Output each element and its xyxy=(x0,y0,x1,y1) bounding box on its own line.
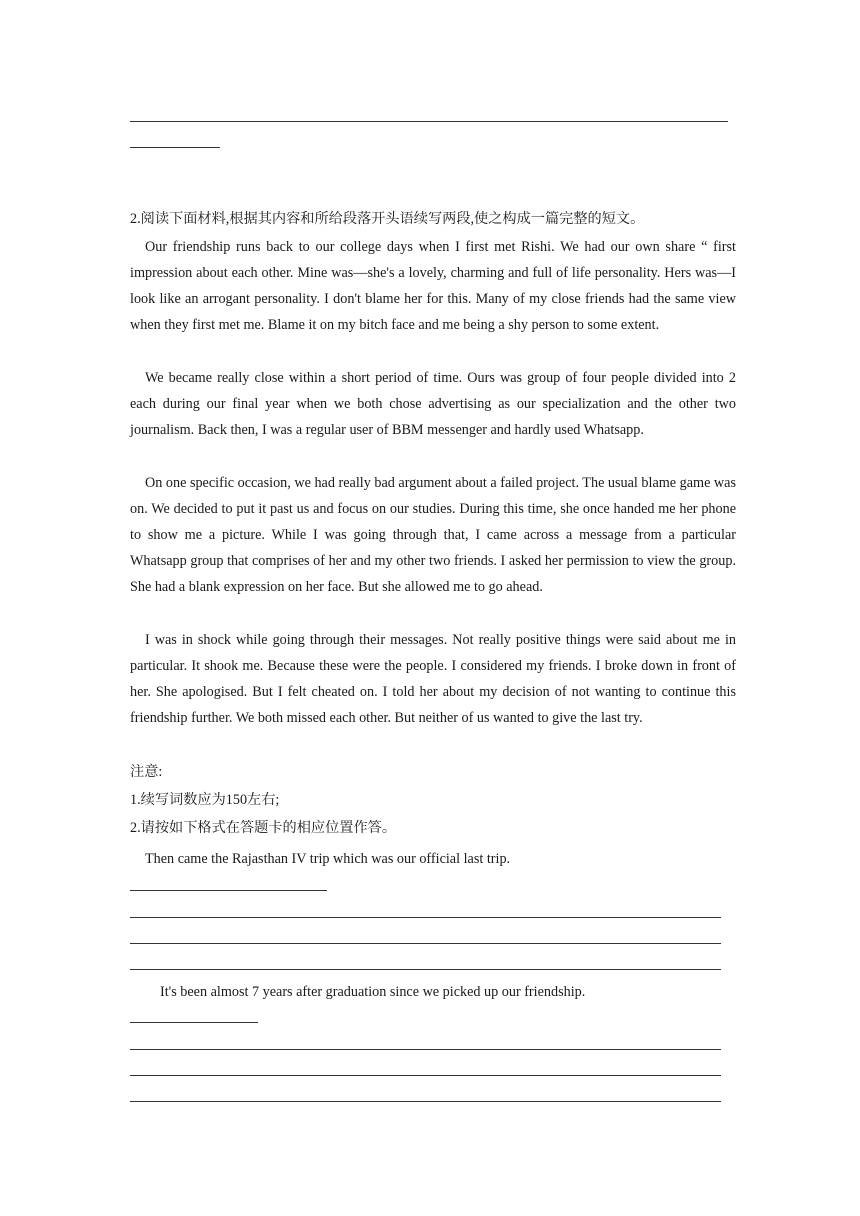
passage-paragraph-3: On one specific occasion, we had really bad argument about a failed project. The usual blame game was on. We decided to put it past us and focus on our studies. During this time, she once handed me her phone to show me a picture. While I was going through that, I came across a message from a particular Whatsapp group that comprises of her and my other two friends. I asked her permission to view the group. She had a blank expression on her face. But she allowed me to go ahead. xyxy=(130,475,736,596)
answer-line xyxy=(130,943,721,944)
answer-line xyxy=(130,1075,721,1076)
continuation-prompt-1: Then came the Rajasthan IV trip which was our official last trip. xyxy=(145,851,511,867)
passage-paragraph-4: I was in shock while going through their messages. Not really positive things were said about me in particular. It shook me. Because these were the people. I considered my friends. I broke down in front of her. She apologised. But I felt cheated on. I told her about my decision of not wanting to continue this friendship further. We both missed each other. But neither of us wanted to give the last try. xyxy=(130,632,736,727)
answer-line xyxy=(130,1101,721,1102)
answer-line xyxy=(130,890,327,891)
answer-line xyxy=(130,1022,258,1023)
question-heading: 2.阅读下面材料,根据其内容和所给段落开头语续写两段,使之构成一篇完整的短文。 xyxy=(130,211,645,227)
answer-line xyxy=(130,1049,721,1050)
answer-line xyxy=(130,147,220,148)
passage-paragraph-1: Our friendship runs back to our college days when I first met Rishi. We had our own share “ first impression about each other. Mine was—she's a lovely, charming and full of life personality. Hers was—I look like an arrogant personality. I don't blame her for this. Many of my close friends had the same view when they first met me. Blame it on my bitch face and me being a shy person to some extent. xyxy=(130,239,736,334)
answer-line xyxy=(130,121,728,122)
notes-label: 注意: xyxy=(130,764,163,780)
note-format: 2.请按如下格式在答题卡的相应位置作答。 xyxy=(130,820,397,836)
answer-line xyxy=(130,917,721,918)
note-word-count: 1.续写词数应为150左右; xyxy=(130,792,280,808)
passage-paragraph-2: We became really close within a short period of time. Ours was group of four people divided into 2 each during our final year when we both chose advertising as our specialization and the other two journalism. Back then, I was a regular user of BBM messenger and hardly used Whatsapp. xyxy=(130,370,736,439)
answer-line xyxy=(130,969,721,970)
continuation-prompt-2: It's been almost 7 years after graduation since we picked up our friendship. xyxy=(160,984,586,1000)
